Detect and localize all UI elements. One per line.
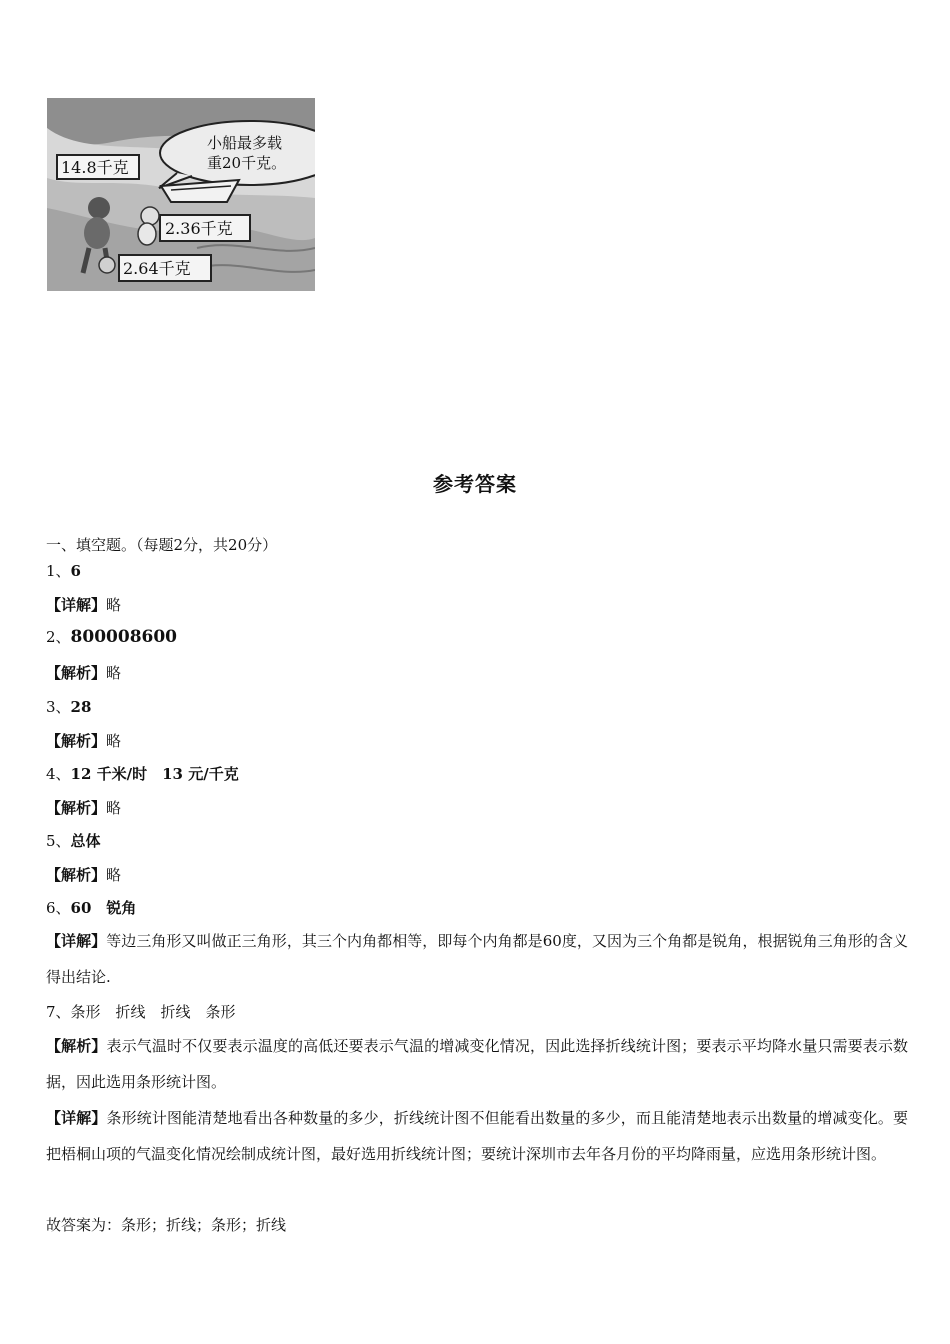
explanation-text: 等边三角形又叫做正三角形，其三个内角都相等，即每个内角都是60度，又因为三个角都是锐角，根据锐角三角形的含义得出结论. — [46, 932, 908, 986]
boat-illustration — [47, 98, 315, 291]
answer-6 — [46, 897, 136, 918]
answer-value: 6 — [70, 562, 81, 580]
explanation-7-detail — [46, 1100, 908, 1172]
explanation-text: 条形统计图能清楚地看出各种数量的多少，折线统计图不但能看出数量的多少，而且能清楚地表示出数量的增减变化。要把梧桐山项的气温变化情况绘制成统计图，最好选用折线统计图；要统计深圳市去年各月份的平均降雨量，应选用条形统计图。 — [46, 1109, 908, 1163]
answer-value: 12 千米/时 13 元/千克 — [70, 765, 239, 783]
explanation-tag: 【解析】 — [46, 866, 107, 884]
explanation-5 — [46, 864, 121, 885]
item-number: 2、 — [46, 628, 71, 646]
explanation-tag: 【详解】 — [46, 932, 107, 950]
speech-bubble-line-1: 小船最多载 — [207, 134, 283, 152]
answer-value: 28 — [70, 698, 92, 716]
answer-3 — [46, 696, 91, 717]
explanation-tag: 【解析】 — [46, 732, 107, 750]
speech-bubble-line-2: 重20千克。 — [207, 154, 287, 172]
answer-value: 总体 — [70, 832, 101, 850]
explanation-2 — [46, 662, 121, 683]
explanation-tag: 【解析】 — [46, 799, 107, 817]
item-number: 7、 — [46, 1003, 71, 1021]
explanation-6 — [46, 923, 908, 995]
item-number: 5、 — [46, 832, 71, 850]
item-number: 6、 — [46, 899, 71, 917]
answer-value: 条形 折线 折线 条形 — [70, 1003, 236, 1021]
answer-value: 60 锐角 — [70, 899, 137, 917]
answer-5 — [46, 830, 101, 851]
weight-label-1: 14.8千克 — [61, 158, 129, 177]
explanation-tag: 【详解】 — [46, 596, 107, 614]
answer-4 — [46, 763, 239, 784]
explanation-7-analysis — [46, 1028, 908, 1100]
answer-2 — [46, 626, 177, 647]
explanation-text: 略 — [106, 596, 122, 614]
explanation-tag: 【解析】 — [46, 664, 107, 682]
explanation-1 — [46, 594, 121, 615]
explanation-text: 略 — [106, 866, 122, 884]
explanation-text: 表示气温时不仅要表示温度的高低还要表示气温的增减变化情况，因此选择折线统计图；要表示平均降水量只需要表示数据，因此选用条形统计图。 — [46, 1037, 908, 1091]
answer-1 — [46, 560, 81, 581]
section-heading: 一、填空题。（每题2分，共20分） — [46, 536, 278, 554]
item-number: 4、 — [46, 765, 71, 783]
explanation-text: 略 — [106, 799, 122, 817]
explanation-text: 略 — [106, 732, 122, 750]
item-number: 3、 — [46, 698, 71, 716]
item-number: 1、 — [46, 562, 71, 580]
page-title: 参考答案 — [433, 472, 517, 496]
answer-7 — [46, 1001, 236, 1022]
explanation-tag: 【解析】 — [46, 1037, 107, 1055]
explanation-text: 略 — [106, 664, 122, 682]
weight-label-3: 2.64千克 — [123, 259, 191, 278]
answer-value: 800008600 — [70, 627, 178, 647]
explanation-4 — [46, 797, 121, 818]
weight-label-2: 2.36千克 — [165, 219, 233, 238]
explanation-tag: 【详解】 — [46, 1109, 107, 1127]
final-answer-7: 故答案为：条形；折线；条形；折线 — [46, 1216, 287, 1234]
explanation-3 — [46, 730, 121, 751]
